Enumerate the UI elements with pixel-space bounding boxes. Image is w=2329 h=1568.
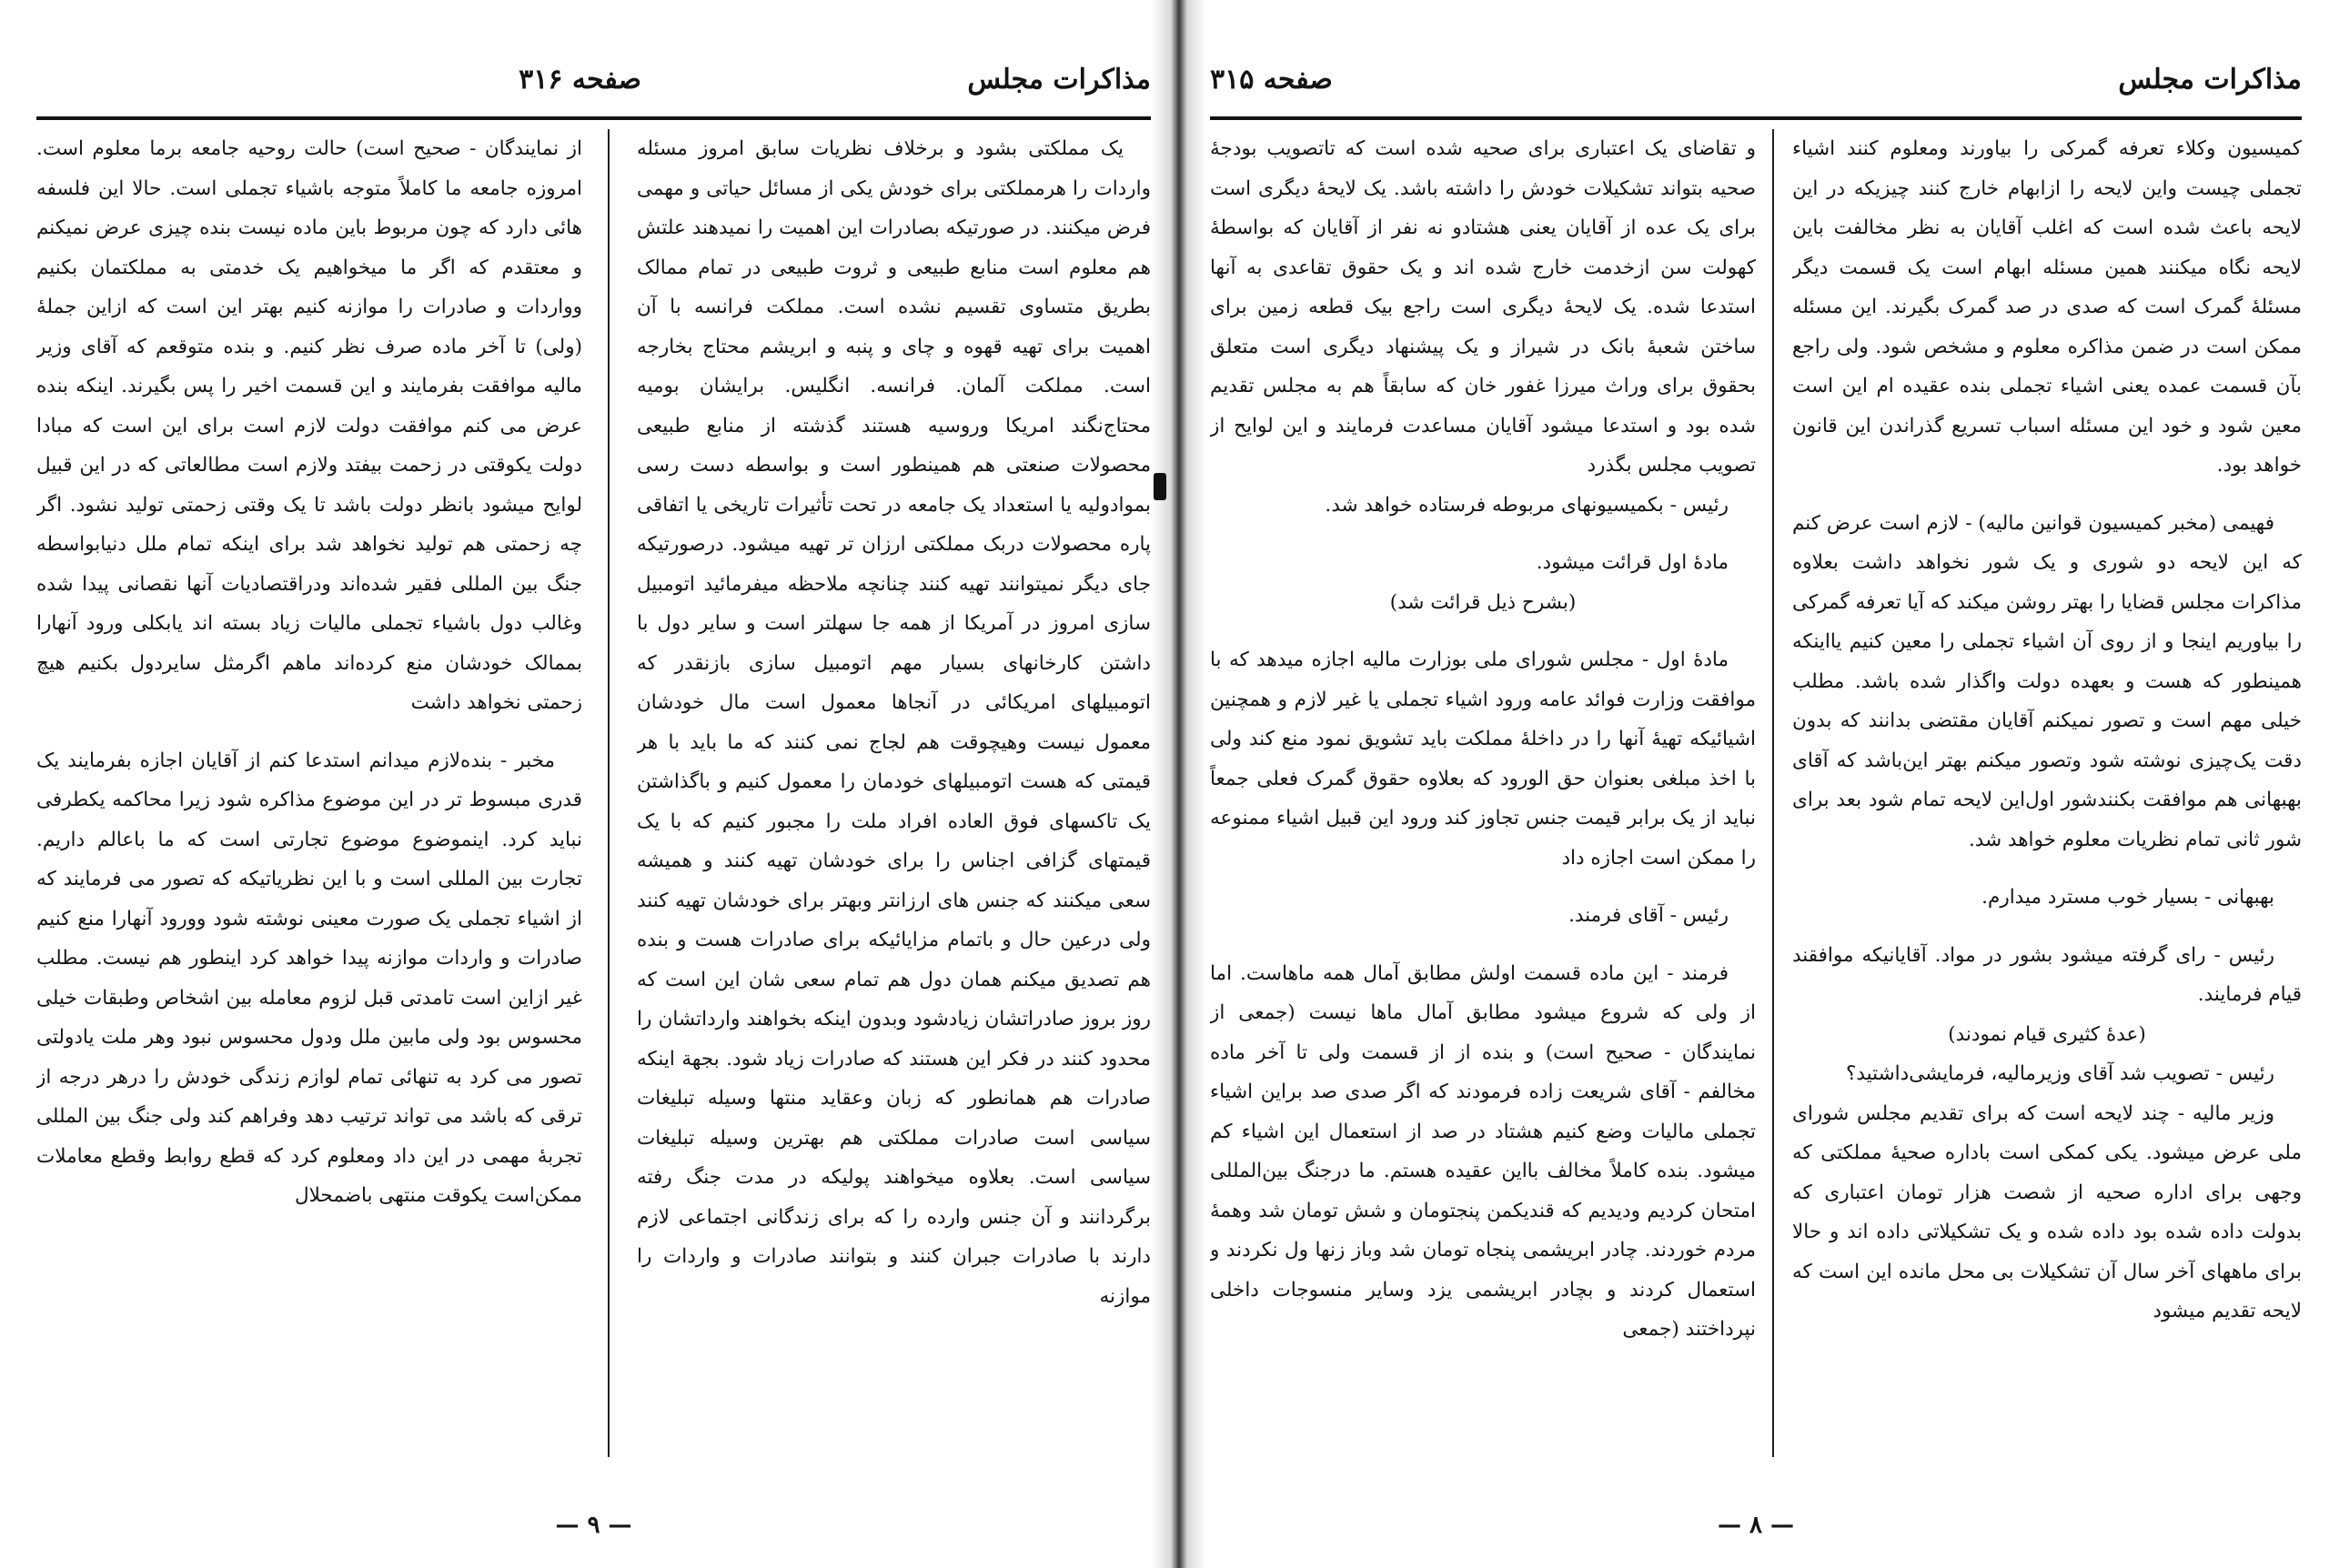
page-footer-number: — ۸ — [1717,1512,1795,1539]
text-column-right [637,129,1151,1457]
text-column-left [36,129,582,1457]
header-title: مذاکرات مجلس [967,64,1151,95]
paragraph: مادهٔ اول - مجلس شورای ملی بوزارت مالیه اجازه میدهد که با موافقت وزارت فوائد عامه ورود اشیاء تجملی یا غیر لازم و همچنین اشیائیکه تهیهٔ آنها را در داخلهٔ مملکت باید تشویق نمود منع کند ولی با اخذ مبلغی بعنوان حق الورود که بعلاوه حقوق گمرک فعلی جمعاً نباید از یک برابر قیمت جنس تجاوز کند ورود این قبیل اشیاء ممنوعه را ممکن است اجازه داد [1210,648,1756,869]
paragraph: فهیمی (مخبر کمیسیون قوانین مالیه) - لازم است عرض کنم که این لایحه دو شوری و یک شور نخواهد داشت بعلاوه مذاکرات مجلس قضایا را بهتر روشن میکند که آیا تعرفه گمرکی را بیاوریم اینجا و از روی آن اشیاء تجملی را معین کنیم یااینکه همینطور که هست و بعهده دولت واگذار شده باشد. مطلب خیلی مهم است و تصور نمیکنم آقایان مقتضی بدانند که بدون دقت یک‌چیزی نوشته شود وتصور میکنم بهتر این‌باشد که آقای بهبهانی هم موافقت بکنندشور اول‌این لایحه تمام شود بعد برای شور ثانی تمام نظریات معلوم خواهد شد. [1792,511,2302,851]
paragraph: مخبر - بنده‌لازم میدانم استدعا کنم از آقایان اجازه بفرمایند یک قدری مبسوط تر در این موضوع مذاکره شود زیرا محاکمه یکطرفی نباید کرد. اینموضوع موضوع تجارتی است که ما باعالم داریم. تجارت بین المللی است و با این نظریاتیکه که تصور می فرمایند که از اشیاء تجملی یک صورت معینی نوشته شود وورود آنهارا منع کنیم صادرات و واردات موازنه پیدا خواهد کرد اینطور هم نیست. مطلب غیر ازاین است تامدتی قبل لزوم معامله بین اشخاص وطبقات خیلی محسوس بود ولی مابین ملل ودول محسوس نبود وهر ملت یادولتی تصور می کرد به تنهائی تمام لوازم زندگی خودش را درهر درجه از ترقی که باشد می تواند ترتیب دهد وفراهم کند ولی جنگ بین المللی تجربهٔ مهمی در این داد ومعلوم کرد که قطع روابط وقطع معاملات ممکن‌است یکوقت منتهی باضمحلال [36,749,582,1207]
header-rule [36,116,1151,120]
header-page-number: صفحه ۳۱۶ [519,64,641,95]
paragraph: رئیس - رای گرفته میشود بشور در مواد. آقایانیکه موافقند قیام فرمایند. [1792,943,2302,1006]
paragraph: رئیس - تصویب شد آقای وزیرمالیه، فرمایشی‌داشتید؟ [1845,1062,2274,1085]
page-footer-number: — ۹ — [555,1512,632,1539]
paragraph: بهبهانی - بسیار خوب مسترد میدارم. [1981,886,2274,909]
paragraph: رئیس - بکمیسیونهای مربوطه فرستاده خواهد شد. [1325,493,1729,517]
header-title: مذاکرات مجلس [2118,64,2302,95]
text-column-right [1792,129,2302,1457]
column-divider [608,129,610,1457]
header-rule [1210,116,2302,120]
paragraph: مادهٔ اول قرائت میشود. [1536,551,1729,574]
page-header [1210,64,2302,111]
paragraph: و تقاضای یک اعتباری برای صحیه شده است که تاتصویب بودجهٔ صحیه بتواند تشکیلات خودش را داشته باشد. یک لایحهٔ دیگری است برای یک عده از آقایان یعنی هشتادو نه نفر از آقایان که بواسطهٔ کهولت سن ازخدمت خارج شده اند و یک حقوق تقاعدی به آنها استدعا شده. یک لایحهٔ دیگری است راجع بیک قطعه زمین برای ساختن شعبهٔ بانک در شیراز و یک پیشنهاد دیگری است متعلق بحقوق برای وراث میرزا غفور خان که سابقاً هم به مجلس تقدیم شده بود و استدعا میشود آقایان مساعدت فرمایند و این لوایح از تصویب مجلس بگذرد [1210,137,1756,477]
text-column-left [1210,129,1756,1457]
book-gutter [1152,0,1206,1568]
paragraph: رئیس - آقای فرمند. [1568,904,1729,927]
binding-mark [1154,473,1166,500]
page-header [36,64,1151,111]
paragraph: فرمند - این ماده قسمت اولش مطابق آمال همه ماهاست. اما از ولی که شروع میشود مطابق آمال ماها نیست (جمعی از نمایندگان - صحیح است) و بنده از از قسمت ولی تا آخر ماده مخالفم - آقای شریعت زاده فرمودند که اگر صدی صد براین اشیاء تجملی مالیات وضع کنیم هشتاد در صد از استعمال این اشیاء کم میشود. بنده کاملاً مخالف بااین عقیده هستم. ما درجنگ بین‌المللی امتحان کردیم ودیدیم که قندیکمن پنجتومان و شش تومان شد وهمهٔ مردم خوردند. چادر ابریشمی پنجاه تومان شد وباز زنها ول نکردند و استعمال کردند و بچادر ابریشمی یزد وسایر منسوجات داخلی نپرداختند (جمعی [1210,961,1756,1341]
parenthetical-note: (عدهٔ کثیری قیام نمودند) [1948,1022,2146,1046]
header-page-number: صفحه ۳۱۵ [1210,64,1333,95]
paragraph: وزیر مالیه - چند لایحه است که برای تقدیم مجلس شورای ملی عرض میشود. یکی کمکی است باداره صحیهٔ مملکتی که وجهی برای اداره صحیه از شصت هزار تومان اعتباری که بدولت داده شده بود داده شده و یک تشکیلاتی داده اند و حالا برای ماههای آخر سال آن تشکیلات بی محل مانده این است که لایحه تقدیم میشود [1792,1101,2302,1322]
paragraph: یک مملکتی بشود و برخلاف نظریات سابق امروز مسئله واردات را هرمملکتی برای خودش یکی از مسائل حیاتی و مهمی فرض میکنند. در صورتیکه بصادرات این اهمیت را نمیدهند علتش هم معلوم است منابع طبیعی و ثروت طبیعی در تمام ممالک بطریق متساوی تقسیم نشده است. مملکت فرانسه با آن اهمیت برای تهیه قهوه و چای و پنبه و ابریشم محتاج بخارجه است. مملکت آلمان. فرانسه. انگلیس. برایشان بومیه محتاج‌نگند امریکا وروسیه هستند گذشته از منابع طبیعی محصولات صنعتی هم همینطور است و بواسطه دست رسی بموادولیه یا استعداد یک جامعه در تحت تأثیرات تاریخی یا اتفاقی پاره محصولات دربک مملکتی ارزان تر تهیه میشود. درصورتیکه جای دیگر نمیتوانند تهیه کنند چنانچه ملاحظه میفرمائید اتومبیل سازی امروز در آمریکا از همه جا سهلتر است و سایر دول با داشتن کارخانهای بسیار مهم اتومبیل سازی بازنقدر که اتومبیلهای امریکائی در آنجاها معمول است مال خودشان معمول نیست وهیچوقت هم لجاج نمی کنند که ما باید با هر قیمتی که هست اتومبیلهای خودمان را معمول کنیم و باگذاشتن یک تاکسهای فوق العاده افراد ملت را مجبور کنیم که با یک قیمتهای گزافی اجناس را برای خودشان تهیه کنند و همیشه سعی میکنند که جنس های ارزانتر وبهتر برای خودشان تهیه کنند ولی درعین حال و باتمام مزایائیکه برای صادرات هست و بنده هم تصدیق میکنم همان دول هم تمام سعی شان این است که روز بروز صادراتشان زیادشود وبدون اینکه بخواهند وارداتشان را محدود کنند در فکر این هستند که صادرات زیاد شود. بجهة اینکه صادرات هم همانطور که زبان وعقاید منتها وسیله تبلیغات سیاسی است صادرات مملکتی هم بهترین وسیله تبلیغات سیاسی است. بعلاوه میخواهند پولیکه در مدت جنگ رفته برگردانند و آن جنس وارده را که برای زندگانی اجتماعی لازم دارند با صادرات جبران کنند و بتوانند صادرات و واردات را موازنه [637,137,1151,1308]
left-page [36,27,1151,1555]
paragraph: از نمایندگان - صحیح است) حالت روحیه جامعه برما معلوم است. امروزه جامعه ما کاملاً متوجه باشیاء تجملی است. حالا این فلسفه هائی دارد که چون مربوط باین ماده نیست بنده چیزی عرض نمیکنم و معتقدم که اگر ما میخواهیم یک خدمتی به مملکتمان بکنیم وواردات و صادرات را موازنه کنیم بهتر این است که ازاین جملهٔ (ولی) تا آخر ماده صرف نظر کنیم. و بنده متوقعم که آقای وزیر مالیه موافقت بفرمایند و این قسمت اخیر را پس بگیرند. اینکه بنده عرض می کنم موافقت دولت لازم است برای این است که مبادا دولت یکوقتی در زحمت بیفتد ولازم است مطالعاتی که در این قبیل لوایح میشود بانظر دولت باشد تا یک وقتی زحمتی تولید نشود. اگر چه زحمتی هم تولید نخواهد شد برای اینکه تمام ملل دنیابواسطه جنگ بین المللی فقیر شده‌اند ودراقتصادیات آنها نقصانی پیدا شده وغالب دول باشیاء تجملی مالیات زیاد بسته اند یابکلی ورود آنهارا بممالک خودشان منع کرده‌اند ماهم اگرمثل سایردول بکنیم هیچ زحمتی نخواهد داشت [36,137,582,714]
parenthetical-note: (بشرح ذیل قرائت شد) [1389,590,1577,614]
column-divider [1772,129,1774,1457]
right-page [1210,27,2302,1555]
paragraph: کمیسیون وکلاء تعرفه گمرکی را بیاورند ومعلوم کنند اشیاء تجملی چیست واین لایحه را ازابهام خارج کنند چیزیکه در این لایحه باعث شده است که اغلب آقایان به نظر مخالفت باین لایحه نگاه میکنند همین مسئله ابهام است یک قسمت دیگر مسئلهٔ گمرک است که صدی در صد گمرک بگیرند. این مسئله ممکن است در ضمن مذاکره معلوم و مشخص شود. ولی راجع بآن قسمت عمده یعنی اشیاء تجملی بنده عقیده ام این است معین شود و خود این مسئله اسباب تسریع گذراندن این قانون خواهد بود. [1792,137,2302,477]
